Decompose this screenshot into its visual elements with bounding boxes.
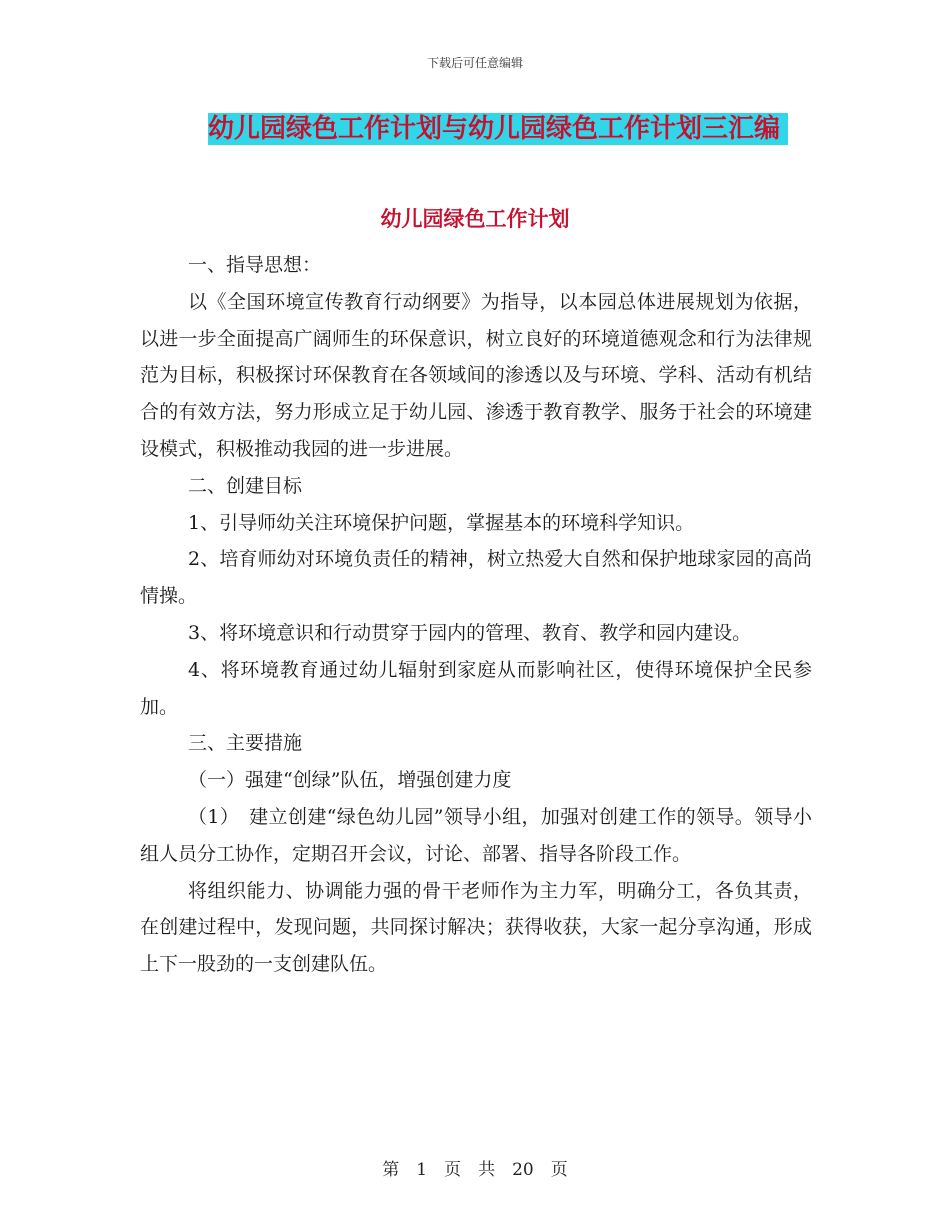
paragraph: 3、将环境意识和行动贯穿于园内的管理、教育、教学和园内建设。 <box>188 621 752 644</box>
section-title: 幼儿园绿色工作计划 <box>380 207 570 231</box>
heading-measures: 三、主要措施 <box>188 732 303 755</box>
document-title: 幼儿园绿色工作计划与幼儿园绿色工作计划三汇编 <box>208 113 788 145</box>
paragraph: 将组织能力、协调能力强的骨干老师作为主力军，明确分工，各负其责，在创建过程中，发现问题，共同探讨解决；获得收获，大家一起分享沟通，形成上下一股劲的一支创建队伍。 <box>140 879 812 976</box>
paragraph: （1） 建立创建“绿色幼儿园”领导小组，加强对创建工作的领导。领导小组人员分工协作，定期召开会议，讨论、部署、指导各阶段工作。 <box>140 805 812 865</box>
paragraph: 以《全国环境宣传教育行动纲要》为指导，以本园总体进展规划为依据，以进一步全面提高广阔师生的环保意识，树立良好的环境道德观念和行为法律规范为目标，积极探讨环保教育在各领域间的渗透以及与环境、学科、活动有机结合的有效方法，努力形成立足于幼儿园、渗透于教育教学、服务于社会的环境建设模式，积极推动我园的进一步进展。 <box>140 290 812 460</box>
paragraph: 2、培育师幼对环境负责任的精神，树立热爱大自然和保护地球家园的高尚情操。 <box>140 548 812 608</box>
page-footer: 第 1 页 共 20 页 <box>382 1160 568 1180</box>
document-body <box>140 247 812 983</box>
heading-guiding-thought: 一、指导思想： <box>188 254 322 276</box>
subheading: （一）强建“创绿”队伍，增强创建力度 <box>188 769 512 792</box>
header-note: 下载后可任意编辑 <box>426 56 523 70</box>
paragraph: 1、引导师幼关注环境保护问题，掌握基本的环境科学知识。 <box>188 511 695 534</box>
paragraph: 4、将环境教育通过幼儿辐射到家庭从而影响社区，使得环境保护全民参加。 <box>140 658 812 718</box>
heading-goals: 二、创建目标 <box>188 474 303 497</box>
